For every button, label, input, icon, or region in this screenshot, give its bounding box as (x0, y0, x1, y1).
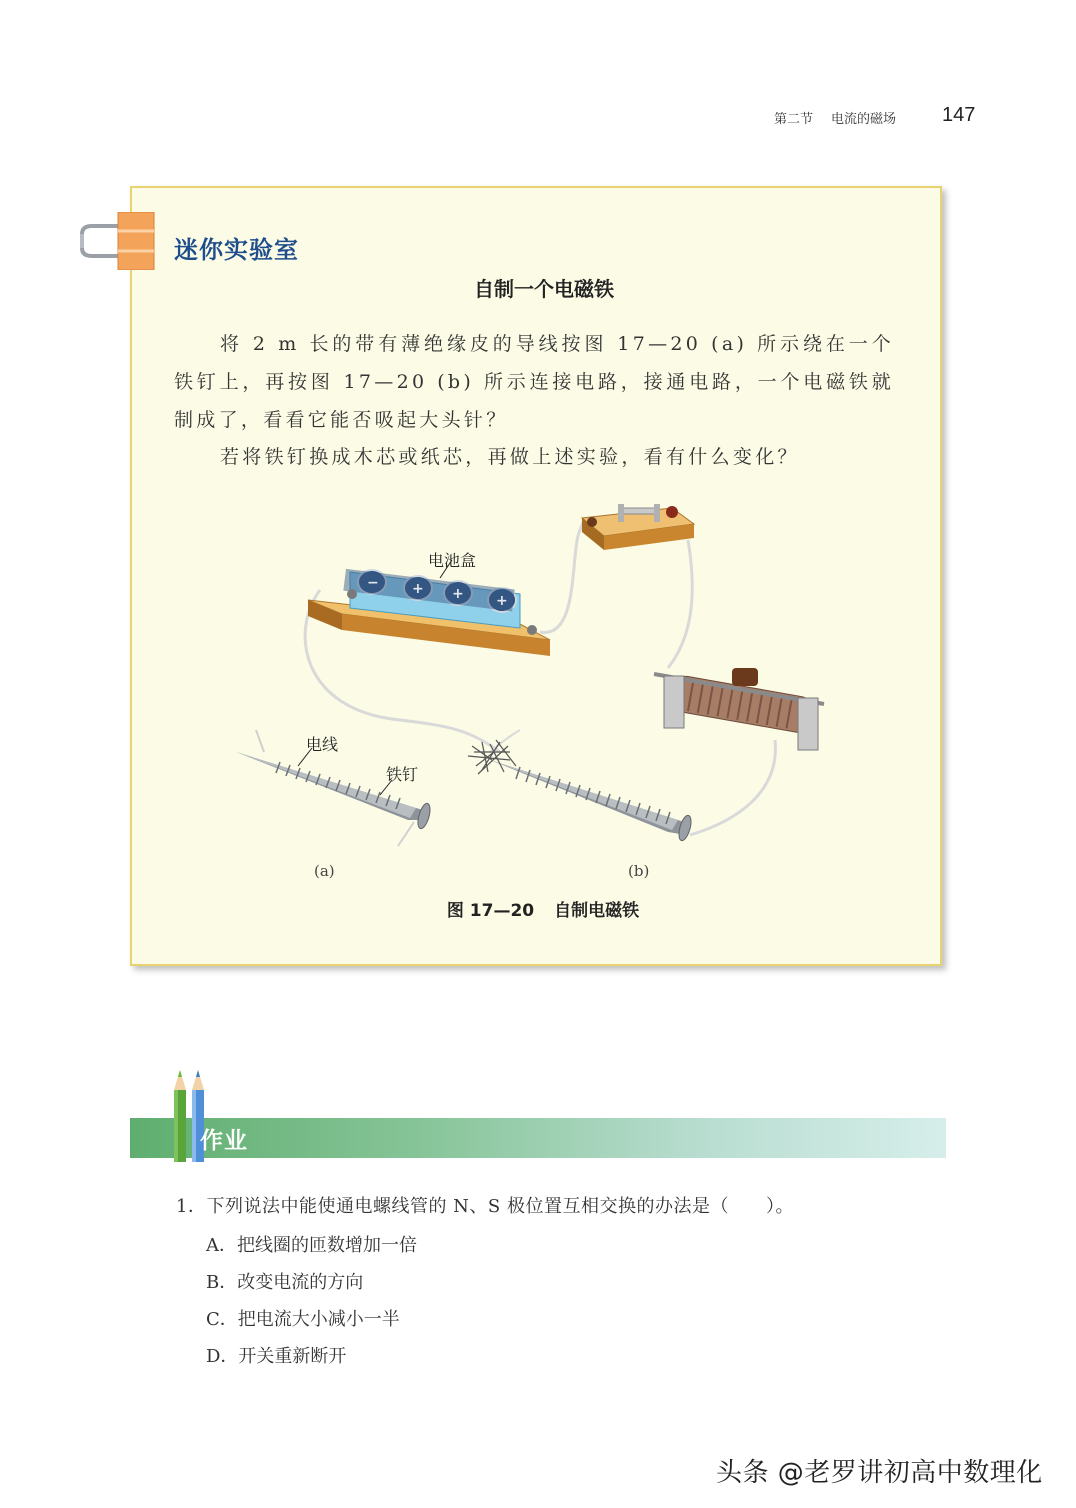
experiment-title: 自制一个电磁铁 (474, 277, 614, 301)
lab-title: 迷你实验室 (174, 236, 299, 264)
figure-caption (0, 896, 1076, 921)
svg-text:+: + (452, 586, 464, 602)
section-number: 第二节 (774, 112, 814, 127)
electromagnet-figure (220, 490, 840, 880)
option-d: D．开关重新断开 (206, 1346, 347, 1367)
label-wire: 电线 (306, 735, 339, 754)
question-1: 1．下列说法中能使通电螺线管的 N、S 极位置互相交换的办法是（ ）。 (176, 1196, 794, 1217)
label-nail: 铁钉 (386, 765, 419, 784)
section-title: 电流的磁场 (831, 112, 897, 127)
section-heading (774, 108, 914, 127)
option-c: C．把电流大小减小一半 (206, 1309, 400, 1330)
lab-paragraph-2: 若将铁钉换成木芯或纸芯，再做上述实验，看有什么变化？ (220, 446, 800, 468)
binder-clip-icon (78, 212, 158, 270)
label-battery-box: 电池盒 (428, 551, 477, 570)
figure-caption-text: 自制电磁铁 (554, 901, 640, 921)
circuit-illustration (220, 490, 840, 860)
sublabel-b: (b) (628, 862, 650, 880)
svg-text:+: + (496, 593, 508, 609)
page-header (770, 104, 990, 128)
sublabel-a: (a) (314, 862, 335, 880)
watermark: 头条 @老罗讲初高中数理化 (716, 1458, 1043, 1488)
svg-text:+: + (412, 581, 424, 597)
homework-banner (130, 1118, 946, 1158)
homework-title: 作业 (200, 1128, 248, 1154)
svg-text:−: − (367, 575, 379, 591)
option-a: A．把线圈的匝数增加一倍 (206, 1235, 417, 1256)
figure-caption-number: 图 17—20 (446, 901, 535, 921)
lab-paragraph-1: 将 2 m 长的带有薄绝缘皮的导线按图 17—20 (a) 所示绕在一个铁钉上，再按图 17—20 (b) 所示连接电路，接通电路，一个电磁铁就制成了，看看它能否吸起大头针？ (174, 333, 894, 431)
option-b: B．改变电流的方向 (206, 1272, 364, 1293)
page-number: 147 (942, 104, 976, 126)
